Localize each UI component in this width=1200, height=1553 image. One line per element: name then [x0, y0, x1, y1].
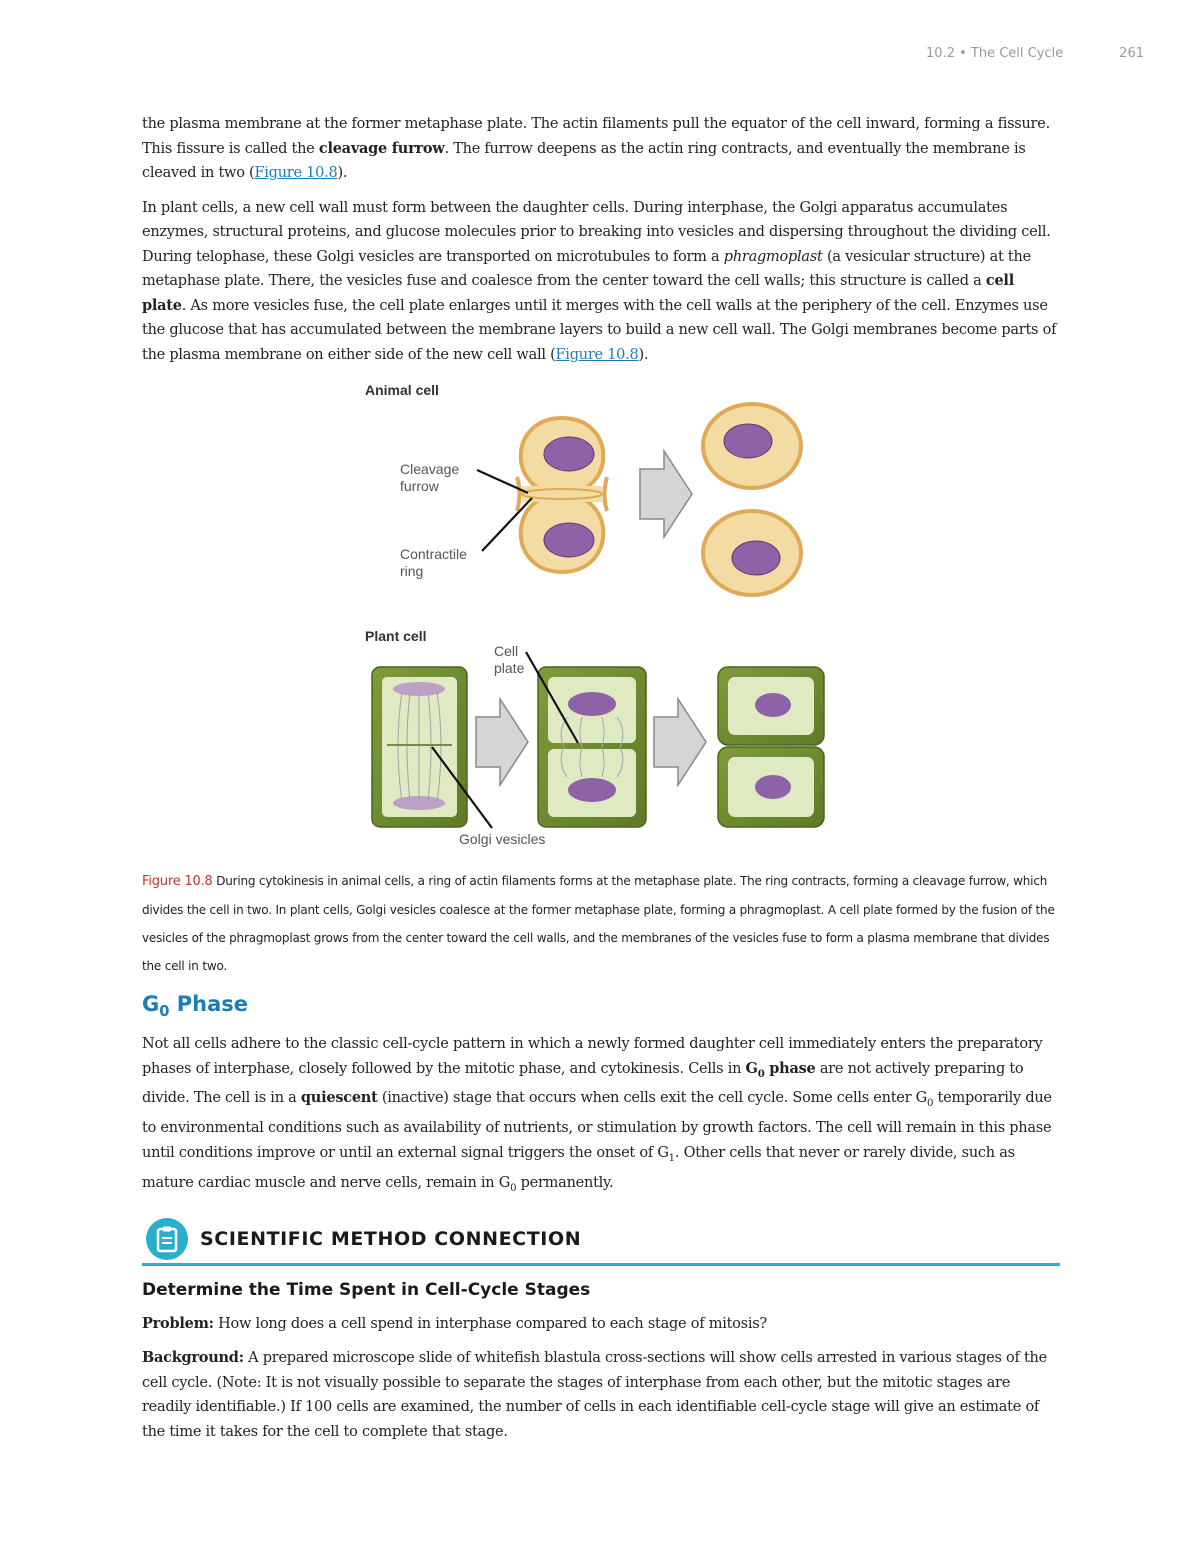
term-g0-phase: $G_0$ phase	[745, 1059, 816, 1080]
cell-plate-label-2: plate	[494, 660, 525, 676]
animal-cell-title: Animal cell	[365, 382, 439, 398]
arrow-icon	[640, 451, 692, 537]
dividing-animal-cell	[517, 418, 607, 572]
paragraph-background: Background: A prepared microscope slide of whitefish blastula cross-sections will show cells arrested in various stages of the cell cycle. (Note: It is not visually possible to separate the stages of interphase from each other, but the mitotic stages are readily identifiable.) If 100 cells are examined, the number of cells in each identifiable cell-cycle stage will give an estimate of the time it takes for the cell to complete that stage.	[142, 1349, 1047, 1440]
caption-label: Figure 10.8	[142, 874, 213, 889]
dividing-plant-cell	[372, 667, 467, 827]
arrow-icon	[654, 699, 706, 785]
term-cell-plate: cell plate	[142, 272, 1014, 314]
cytokinesis-illustration	[352, 377, 852, 859]
label-pointer	[477, 470, 528, 493]
plant-cell-title: Plant cell	[365, 628, 427, 644]
figure-link[interactable]: Figure 10.8	[555, 346, 639, 363]
feature-title: SCIENTIFIC METHOD CONNECTION	[200, 1227, 582, 1250]
caption-text: During cytokinesis in animal cells, a ring of actin filaments forms at the metaphase plate. The ring contracts, forming a cleavage furrow, which divides the cell in two. In plant cells, Golgi vesicles coalesce at the former metaphase plate, forming a phragmoplast. A cell plate formed by the fusion of the vesicles of the phragmoplast grows from the center toward the cell walls, and the membranes of the vesicles fuse to form a plasma membrane that divides the cell in two.	[142, 874, 1055, 973]
feature-box-header	[142, 1218, 1060, 1266]
arrow-icon	[476, 699, 528, 785]
figure-link[interactable]: Figure 10.8	[254, 165, 338, 181]
section-title: 10.2 • The Cell Cycle	[926, 46, 1064, 61]
cleavage-furrow-label: Cleavage	[400, 461, 460, 477]
cleavage-furrow-label-2: furrow	[400, 478, 439, 494]
page-content	[142, 112, 1060, 1454]
daughter-plant-cells	[718, 667, 824, 827]
figure-cytokinesis	[142, 377, 1060, 859]
paragraph-g0: Not all cells adhere to the classic cell-cycle pattern in which a newly formed daughter cell immediately enters the preparatory phases of interphase, closely followed by the mitotic phase, and cytokinesis. Cells in $G_0$ phase are not actively preparing to divide. The cell is in a quiescent (inactive) stage that occurs when cells exit the cell cycle. Some cells enter $G_0$ temporarily due to environmental conditions such as availability of nutrients, or stimulation by growth factors. The cell will remain in this phase until conditions improve or until an external signal triggers the onset of $G_1$. Other cells that never or rarely divide, such as mature cardiac muscle and nerve cells, remain in $G_0$ permanently.	[142, 1036, 1052, 1195]
paragraph-plant-cells: In plant cells, a new cell wall must form between the daughter cells. During interphase, the Golgi apparatus accumulates enzymes, structural proteins, and glucose molecules prior to breaking into vesicles and dispersing throughout the dividing cell. During telophase, these Golgi vesicles are transported on microtubules to form a phragmoplast (a vesicular structure) at the metaphase plate. There, the vesicles fuse and coalesce from the center toward the cell walls; this structure is called a cell plate. As more vesicles fuse, the cell plate enlarges until it merges with the cell walls at the periphery of the cell. Enzymes use the glucose that has accumulated between the membrane layers to build a new cell wall. The Golgi membranes become parts of the plasma membrane on either side of the new cell wall (Figure 10.8).	[142, 199, 1057, 363]
section-heading-g0: $G_0$ Phase	[142, 992, 249, 1021]
page-header	[926, 46, 1144, 61]
contractile-ring-label: Contractile	[400, 546, 467, 562]
cell-plate-label: Cell	[494, 643, 519, 659]
page-number: 261	[1119, 46, 1144, 61]
plant-cell-with-cell-plate	[538, 667, 646, 827]
paragraph-cleavage: the plasma membrane at the former metaphase plate. The actin filaments pull the equator of the cell inward, forming a fissure. This fissure is called the cleavage furrow. The furrow deepens as the actin ring contracts, and eventually the membrane is cleaved in two (Figure 10.8).	[142, 116, 1050, 181]
term-phragmoplast: phragmoplast	[723, 248, 823, 265]
contractile-ring-label-2: ring	[400, 563, 424, 579]
term-quiescent: quiescent	[300, 1089, 378, 1107]
clipboard-icon	[146, 1218, 188, 1260]
term-cleavage-furrow: cleavage furrow	[318, 139, 445, 157]
figure-caption	[142, 867, 1060, 980]
daughter-animal-cells	[703, 404, 801, 595]
paragraph-problem: Problem: How long does a cell spend in interphase compared to each stage of mitosis?	[142, 1314, 767, 1332]
golgi-vesicles-label: Golgi vesicles	[459, 831, 546, 847]
feature-heading: Determine the Time Spent in Cell-Cycle Stages	[142, 1279, 591, 1300]
